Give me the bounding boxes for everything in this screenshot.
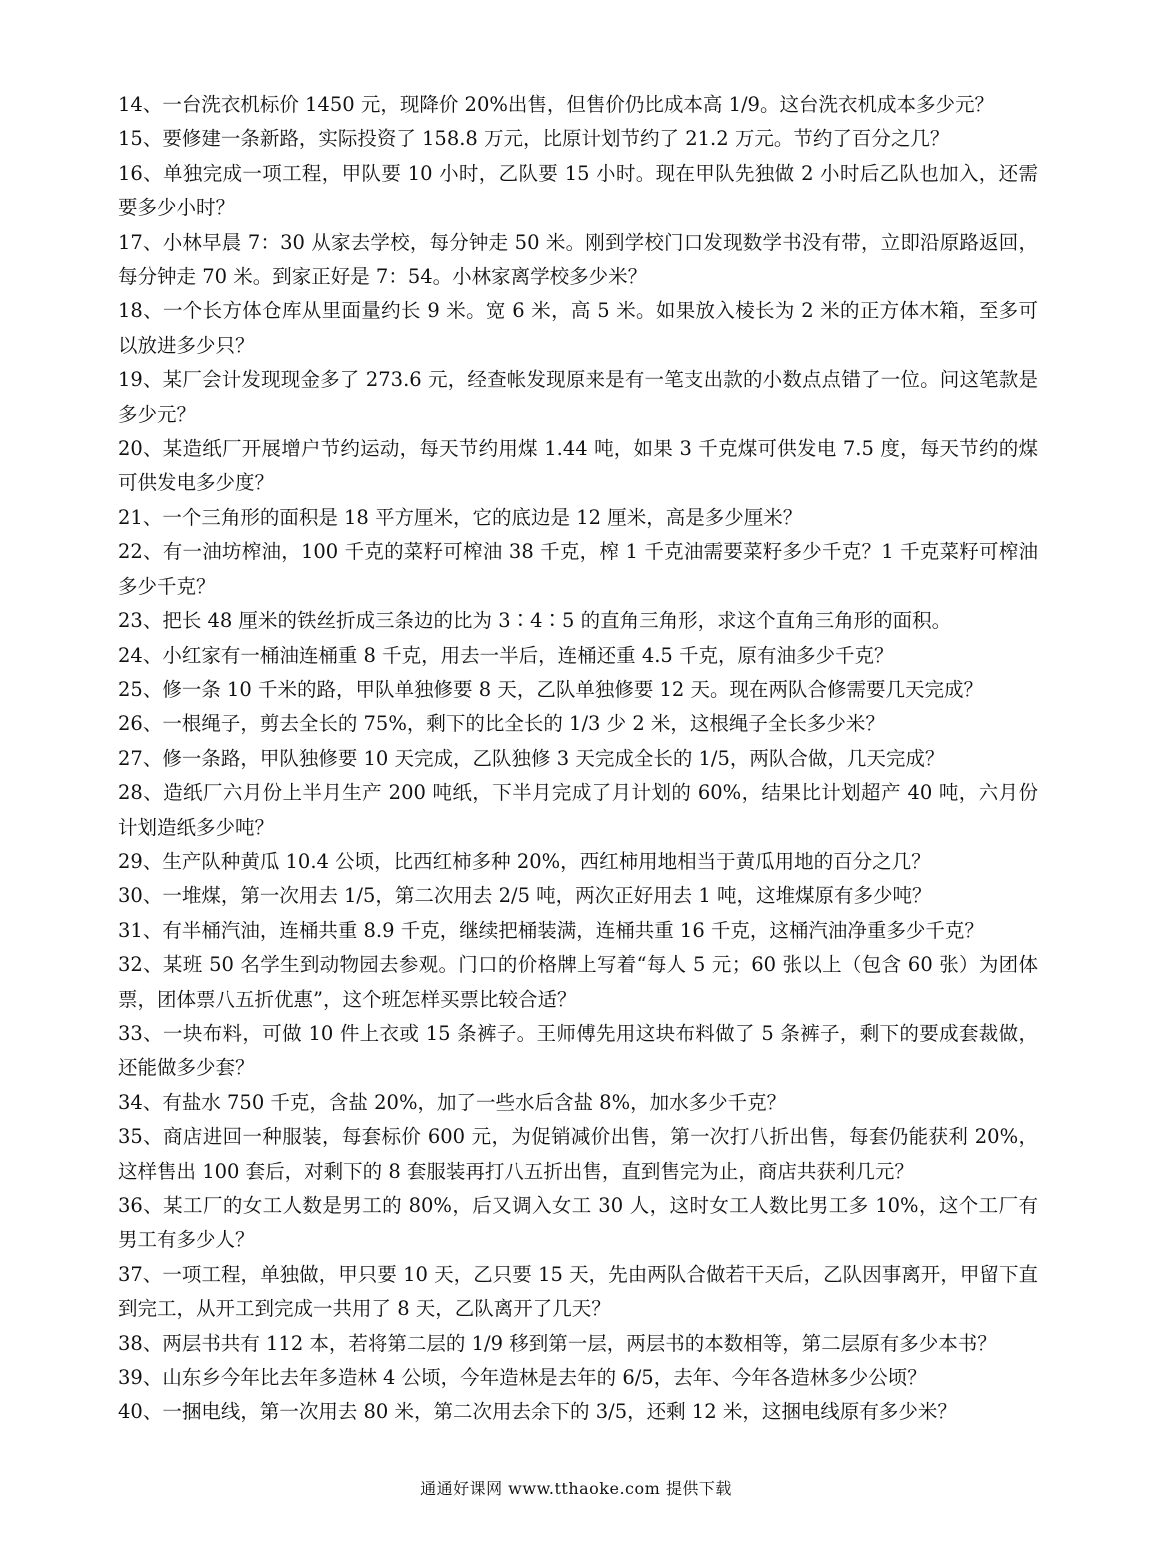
- problem-39: 39、山东乡今年比去年多造林 4 公顷，今年造林是去年的 6/5，去年、今年各造林多少公顷？: [118, 1366, 927, 1390]
- problem-33: 33、一块布料，可做 10 件上衣或 15 条裤子。王师傅先用这块布料做了 5 条裤子，剩下的要成套裁做，还能做多少套？: [118, 1021, 1038, 1080]
- problem-34: 34、有盐水 750 千克，含盐 20%，加了一些水后含盐 8%，加水多少千克？: [118, 1090, 787, 1114]
- problem-18: 18、一个长方体仓库从里面量约长 9 米。宽 6 米，高 5 米。如果放入棱长为 2 米的正方体木箱，至多可以放进多少只？: [118, 299, 1038, 357]
- problem-22: 22、有一油坊榨油，100 千克的菜籽可榨油 38 千克，榨 1 千克油需要菜籽多少千克？1 千克菜籽可榨油多少千克？: [118, 540, 1038, 598]
- problem-30: 30、一堆煤，第一次用去 1/5，第二次用去 2/5 吨，两次正好用去 1 吨，这堆煤原有多少吨？: [118, 884, 932, 908]
- problem-40: 40、一捆电线，第一次用去 80 米，第二次用去余下的 3/5，还剩 12 米，这捆电线原有多少米？: [118, 1400, 957, 1424]
- problem-24: 24、小红家有一桶油连桶重 8 千克，用去一半后，连桶还重 4.5 千克，原有油多少千克？: [118, 643, 894, 667]
- problem-23: 23、把长 48 厘米的铁丝折成三条边的比为 3∶4∶5 的直角三角形，求这个直角三角形的面积。: [118, 609, 952, 633]
- problem-36: 36、某工厂的女工人数是男工的 80%，后又调入女工 30 人，这时女工人数比男工多 10%，这个工厂有男工有多少人？: [118, 1194, 1038, 1252]
- problem-26: 26、一根绳子，剪去全长的 75%，剩下的比全长的 1/3 少 2 米，这根绳子全长多少米？: [118, 712, 885, 736]
- problem-list: [118, 88, 1038, 1430]
- problem-37: 37、一项工程，单独做，甲只要 10 天，乙只要 15 天，先由两队合做若干天后，乙队因事离开，甲留下直到完工，从开工到完成一共用了 8 天，乙队离开了几天？: [118, 1262, 1038, 1321]
- problem-31: 31、有半桶汽油，连桶共重 8.9 千克，继续把桶装满，连桶共重 16 千克，这桶汽油净重多少千克？: [118, 918, 984, 942]
- problem-20: 20、某造纸厂开展增户节约运动，每天节约用煤 1.44 吨，如果 3 千克煤可供发电 7.5 度，每天节约的煤可供发电多少度？: [118, 437, 1038, 495]
- problem-17: 17、小林早晨 7：30 从家去学校，每分钟走 50 米。刚到学校门口发现数学书没有带，立即沿原路返回，每分钟走 70 米。到家正好是 7：54。小林家离学校多少米？: [118, 230, 1038, 289]
- problem-19: 19、某厂会计发现现金多了 273.6 元，经查帐发现原来是有一笔支出款的小数点点错了一位。问这笔款是多少元？: [118, 368, 1038, 426]
- problem-32: 32、某班 50 名学生到动物园去参观。门口的价格牌上写着“每人 5 元；60 张以上（包含 60 张）为团体票，团体票八五折优惠”，这个班怎样买票比较合适？: [118, 953, 1038, 1011]
- problem-28: 28、造纸厂六月份上半月生产 200 吨纸，下半月完成了月计划的 60%，结果比计划超产 40 吨，六月份计划造纸多少吨？: [118, 781, 1038, 839]
- page-footer: 通通好课网 www.tthaoke.com 提供下载: [420, 1479, 732, 1498]
- problem-16: 16、单独完成一项工程，甲队要 10 小时，乙队要 15 小时。现在甲队先独做 2 小时后乙队也加入，还需要多少小时？: [118, 161, 1038, 220]
- problem-27: 27、修一条路，甲队独修要 10 天完成，乙队独修 3 天完成全长的 1/5，两队合做，几天完成？: [118, 746, 945, 770]
- problem-25: 25、修一条 10 千米的路，甲队单独修要 8 天，乙队单独修要 12 天。现在两队合修需要几天完成？: [118, 677, 984, 701]
- problem-14: 14、一台洗衣机标价 1450 元，现降价 20%出售，但售价仍比成本高 1/9。这台洗衣机成本多少元？: [118, 93, 994, 116]
- problem-35: 35、商店进回一种服装，每套标价 600 元，为促销减价出售，第一次打八折出售，每套仍能获利 20%，这样售出 100 套后，对剩下的 8 套服装再打八五折出售，直到售完为止，商店共获利几元？: [118, 1125, 1038, 1183]
- problem-29: 29、生产队种黄瓜 10.4 公顷，比西红柿多种 20%，西红柿用地相当于黄瓜用地的百分之几？: [118, 849, 931, 873]
- problem-21: 21、一个三角形的面积是 18 平方厘米，它的底边是 12 厘米，高是多少厘米？: [118, 505, 803, 529]
- problem-15: 15、要修建一条新路，实际投资了 158.8 万元，比原计划节约了 21.2 万元。节约了百分之几？: [118, 127, 950, 151]
- problem-38: 38、两层书共有 112 本，若将第二层的 1/9 移到第一层，两层书的本数相等，第二层原有多少本书？: [118, 1331, 997, 1355]
